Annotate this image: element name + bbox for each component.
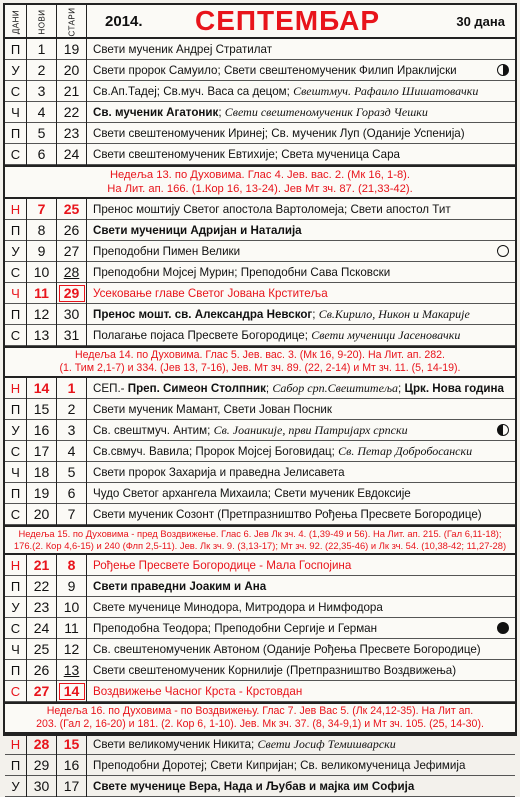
old-date: 21 bbox=[57, 81, 87, 102]
old-date: 17 bbox=[57, 776, 87, 797]
reading-line: 176.(2. Кор 4,6-15) и 240 (Флп 2,5-11). Јев. Лк зч. 9. (3,13-17); Мт зч. 92. (22,35-46) и Лк зч. 54. (10,38-42; 11,27-28) bbox=[13, 540, 507, 551]
weekday-letter: Н bbox=[5, 199, 27, 220]
calendar-body bbox=[5, 39, 515, 797]
new-date: 4 bbox=[27, 102, 57, 123]
new-date: 13 bbox=[27, 325, 57, 346]
new-date: 25 bbox=[27, 639, 57, 660]
feast-text bbox=[93, 483, 509, 504]
feast-segment: ; bbox=[218, 106, 225, 119]
feast-segment: Свети свештеномученик Иринеј; Св. мученик Луп (Оданије Успенија) bbox=[93, 127, 465, 140]
old-date: 1 bbox=[57, 378, 87, 399]
day-row[interactable] bbox=[5, 378, 515, 399]
day-row[interactable] bbox=[5, 639, 515, 660]
day-row[interactable] bbox=[5, 283, 515, 304]
feast-segment: Св. Петар Добробосански bbox=[338, 444, 473, 458]
weekday-letter: П bbox=[5, 123, 27, 144]
new-date: 29 bbox=[27, 755, 57, 776]
new-date: 5 bbox=[27, 123, 57, 144]
weekday-letter: У bbox=[5, 776, 27, 797]
reading-line: Недеља 15. по Духовима - пред Воздвижење. Глас 6. Јев Лк зч. 4. (1,39-49 и 56). На Лит. ап. 215. (Гал 6,11-18); bbox=[18, 528, 502, 539]
sunday-readings-note bbox=[5, 525, 515, 555]
feast-text bbox=[93, 81, 509, 102]
day-row[interactable] bbox=[5, 597, 515, 618]
old-date: 7 bbox=[57, 504, 87, 525]
feast-text bbox=[93, 755, 509, 776]
calendar-page bbox=[3, 3, 517, 794]
day-row[interactable] bbox=[5, 776, 515, 797]
new-date: 28 bbox=[27, 734, 57, 755]
old-date: 13 bbox=[57, 660, 87, 681]
new-date: 1 bbox=[27, 39, 57, 60]
feast-text bbox=[93, 776, 509, 797]
feast-text bbox=[93, 241, 509, 262]
new-date: 21 bbox=[27, 555, 57, 576]
old-date: 3 bbox=[57, 420, 87, 441]
feast-text bbox=[93, 399, 509, 420]
moon-phase-icon bbox=[497, 245, 509, 257]
day-row[interactable] bbox=[5, 441, 515, 462]
feast-segment: Св. свештмуч. Антим; bbox=[93, 424, 214, 437]
feast-segment: Преподобни Мојсеј Мурин; Преподобни Сава Псковски bbox=[93, 266, 391, 279]
old-date: 24 bbox=[57, 144, 87, 165]
weekday-letter: Ч bbox=[5, 462, 27, 483]
feast-segment: Св. мученик Агатоник bbox=[93, 106, 219, 119]
feast-text bbox=[93, 681, 509, 702]
week-block bbox=[5, 199, 515, 378]
feast-text bbox=[93, 325, 509, 346]
old-date: 11 bbox=[57, 618, 87, 639]
feast-segment: Свете мученице Минодора, Митродора и Нимфодора bbox=[93, 601, 383, 614]
old-date: 5 bbox=[57, 462, 87, 483]
old-date: 12 bbox=[57, 639, 87, 660]
new-date: 15 bbox=[27, 399, 57, 420]
weekday-letter: Ч bbox=[5, 283, 27, 304]
feast-text bbox=[93, 441, 509, 462]
day-row[interactable] bbox=[5, 39, 515, 60]
weekday-letter: У bbox=[5, 241, 27, 262]
feast-segment: Свети пророк Самуило; Свети свештеномученик Филип Ираклијски bbox=[93, 64, 457, 77]
day-row[interactable] bbox=[5, 325, 515, 346]
reading-line: (1. Тим 2,1-7) и 334. (Јев 13, 7-16), Јев. Мт зч. 89. (22, 2-14) и Мт зч. 11. (5, 14-19). bbox=[59, 362, 461, 374]
feast-text bbox=[93, 639, 509, 660]
feast-segment: Свети пророк Захарија и праведна Јелисавета bbox=[93, 466, 345, 479]
new-date: 12 bbox=[27, 304, 57, 325]
old-date: 31 bbox=[57, 325, 87, 346]
weekday-letter: У bbox=[5, 60, 27, 81]
col-header-new bbox=[27, 5, 57, 39]
weekday-letter: П bbox=[5, 660, 27, 681]
new-date: 7 bbox=[27, 199, 57, 220]
old-date: 14 bbox=[57, 681, 87, 702]
feast-segment: Усековање главе Светог Јована Крститеља bbox=[93, 287, 328, 300]
feast-text bbox=[93, 597, 509, 618]
weekday-letter: С bbox=[5, 144, 27, 165]
weekday-letter: Ч bbox=[5, 102, 27, 123]
new-date: 22 bbox=[27, 576, 57, 597]
new-date: 3 bbox=[27, 81, 57, 102]
col-header-old-label: СТАРИ bbox=[67, 7, 76, 37]
new-date: 9 bbox=[27, 241, 57, 262]
day-row[interactable] bbox=[5, 504, 515, 525]
old-date: 27 bbox=[57, 241, 87, 262]
sunday-readings-note bbox=[5, 702, 515, 734]
feast-text bbox=[93, 220, 509, 241]
feast-segment: Свети мученик Андреј Стратилат bbox=[93, 43, 273, 56]
feast-text bbox=[93, 123, 509, 144]
feast-segment: Св.свмуч. Вавила; Пророк Мојсеј Боговидац; bbox=[93, 445, 339, 458]
feast-segment: Свештмуч. Рафаило Шишатовачки bbox=[293, 84, 479, 98]
calendar-header bbox=[5, 5, 515, 39]
week-block bbox=[5, 555, 515, 734]
day-row[interactable] bbox=[5, 755, 515, 776]
feast-segment: Преподобни Пимен Велики bbox=[93, 245, 241, 258]
weekday-letter: П bbox=[5, 399, 27, 420]
weekday-letter: Н bbox=[5, 378, 27, 399]
weekday-letter: П bbox=[5, 755, 27, 776]
feast-segment: Свети мученик Созонт (Претпразништво Рођења Пресвете Богородице) bbox=[93, 508, 482, 521]
weekday-letter: Н bbox=[5, 555, 27, 576]
day-row[interactable] bbox=[5, 241, 515, 262]
weekday-letter: У bbox=[5, 597, 27, 618]
reading-line: На Лит. ап. 166. (1.Кор 16, 13-24). Јев Мт зч. 87. (21,33-42). bbox=[107, 183, 413, 195]
feast-segment: Рођење Пресвете Богородице - Мала Госпојина bbox=[93, 559, 352, 572]
day-row[interactable] bbox=[5, 399, 515, 420]
new-date: 17 bbox=[27, 441, 57, 462]
day-row[interactable] bbox=[5, 199, 515, 220]
new-date: 20 bbox=[27, 504, 57, 525]
feast-text bbox=[93, 199, 509, 220]
feast-segment: Чудо Светог архангела Михаила; Свети мученик Евдоксије bbox=[93, 487, 411, 500]
feast-text bbox=[93, 102, 509, 123]
old-date: 8 bbox=[57, 555, 87, 576]
old-date: 26 bbox=[57, 220, 87, 241]
old-date: 9 bbox=[57, 576, 87, 597]
new-date: 10 bbox=[27, 262, 57, 283]
day-row[interactable] bbox=[5, 60, 515, 81]
weekday-letter: У bbox=[5, 420, 27, 441]
old-date: 10 bbox=[57, 597, 87, 618]
day-row[interactable] bbox=[5, 576, 515, 597]
feast-segment: Свети праведни Јоаким и Ана bbox=[93, 580, 267, 593]
old-date: 22 bbox=[57, 102, 87, 123]
feast-text bbox=[93, 304, 509, 325]
feast-text bbox=[93, 262, 509, 283]
month-title: СЕПТЕМБАР bbox=[195, 5, 381, 36]
day-row[interactable] bbox=[5, 555, 515, 576]
feast-text bbox=[93, 144, 509, 165]
week-block bbox=[5, 39, 515, 199]
week-block bbox=[5, 734, 515, 797]
old-date: 20 bbox=[57, 60, 87, 81]
feast-text bbox=[93, 420, 509, 441]
weekday-letter: Ч bbox=[5, 639, 27, 660]
day-row[interactable] bbox=[5, 483, 515, 504]
old-date: 19 bbox=[57, 39, 87, 60]
old-date: 2 bbox=[57, 399, 87, 420]
weekday-letter: П bbox=[5, 220, 27, 241]
old-date: 6 bbox=[57, 483, 87, 504]
feast-text bbox=[93, 504, 509, 525]
days-count: 30 дана bbox=[456, 14, 505, 29]
feast-segment: Св. свештеномученик Автоном (Оданије Рођења Пресвете Богородице) bbox=[93, 643, 481, 656]
feast-segment: Свети мученици Јасеновачки bbox=[311, 328, 461, 342]
feast-text bbox=[93, 60, 509, 81]
day-row[interactable] bbox=[5, 734, 515, 755]
day-row[interactable] bbox=[5, 144, 515, 165]
moon-phase-icon bbox=[497, 424, 509, 436]
week-block bbox=[5, 378, 515, 555]
new-date: 26 bbox=[27, 660, 57, 681]
feast-text bbox=[93, 618, 509, 639]
feast-segment: СЕП.- bbox=[93, 382, 128, 395]
feast-segment: Св. Јоаникије, први Патријарх српски bbox=[213, 423, 408, 437]
day-row[interactable] bbox=[5, 660, 515, 681]
reading-line: Недеља 13. по Духовима. Глас 4. Јев. вас. 2. (Мк 16, 1-8). bbox=[109, 169, 411, 181]
day-row[interactable] bbox=[5, 102, 515, 123]
new-date: 19 bbox=[27, 483, 57, 504]
day-row[interactable] bbox=[5, 462, 515, 483]
old-date: 25 bbox=[57, 199, 87, 220]
weekday-letter: П bbox=[5, 39, 27, 60]
weekday-letter: С bbox=[5, 618, 27, 639]
new-date: 14 bbox=[27, 378, 57, 399]
feast-segment: Свети мученици Адријан и Наталија bbox=[93, 224, 302, 237]
feast-segment: Свети свештеномученик Евтихије; Света мученица Сара bbox=[93, 148, 400, 161]
feast-segment: Свети свештеномученик Корнилије (Претпразништво Воздвижења) bbox=[93, 664, 457, 677]
new-date: 27 bbox=[27, 681, 57, 702]
day-row[interactable] bbox=[5, 123, 515, 144]
weekday-letter: С bbox=[5, 441, 27, 462]
col-header-new-label: НОВИ bbox=[37, 9, 46, 35]
old-date: 28 bbox=[57, 262, 87, 283]
new-date: 11 bbox=[27, 283, 57, 304]
reading-line: 203. (Гал 2, 16-20) и 181. (2. Кор 6, 1-10). Јев. Мк зч. 37. (8, 34-9,1) и Мт зч. 105. (25, 14-30). bbox=[36, 718, 484, 730]
old-date: 23 bbox=[57, 123, 87, 144]
day-row[interactable] bbox=[5, 618, 515, 639]
feast-text bbox=[93, 378, 509, 399]
feast-segment: Полагање појаса Пресвете Богородице; bbox=[93, 329, 312, 342]
feast-segment: ; bbox=[398, 382, 405, 395]
feast-segment: Свети Јосиф Темишварски bbox=[257, 737, 396, 751]
day-row[interactable] bbox=[5, 304, 515, 325]
feast-segment: Пренос мошт. св. Александра Невског bbox=[93, 308, 313, 321]
feast-segment: Преподобна Теодора; Преподобни Сергије и Герман bbox=[93, 622, 378, 635]
new-date: 16 bbox=[27, 420, 57, 441]
feast-segment: ; bbox=[312, 308, 319, 321]
day-row[interactable] bbox=[5, 681, 515, 702]
new-date: 8 bbox=[27, 220, 57, 241]
feast-segment: Св.Ап.Тадеј; Св.муч. Васа са децом; bbox=[93, 85, 294, 98]
old-date: 15 bbox=[57, 734, 87, 755]
feast-segment: Свети свештеномученик Горазд Чешки bbox=[224, 105, 428, 119]
weekday-letter: П bbox=[5, 483, 27, 504]
feast-segment: Сабор срп.Свештитеља bbox=[272, 381, 399, 395]
weekday-letter: П bbox=[5, 304, 27, 325]
new-date: 24 bbox=[27, 618, 57, 639]
sunday-readings-note bbox=[5, 165, 515, 199]
reading-line: Недеља 14. по Духовима. Глас 5. Јев. вас. 3. (Мк 16, 9-20). На Лит. ап. 282. bbox=[74, 349, 445, 361]
feast-text bbox=[93, 283, 509, 304]
day-row[interactable] bbox=[5, 220, 515, 241]
feast-segment: Свете мученице Вера, Нада и Љубав и мајка им Софија bbox=[93, 780, 415, 793]
feast-text bbox=[93, 660, 509, 681]
col-header-days bbox=[5, 5, 27, 39]
feast-segment: Воздвижење Часног Крста - Крстовдан bbox=[93, 685, 303, 698]
feast-text bbox=[93, 462, 509, 483]
feast-text bbox=[93, 39, 509, 60]
reading-line: Недеља 16. по Духовима - по Воздвижењу. Глас 7. Јев Вас 5. (Лк 24,12-35). На Лит ап. bbox=[46, 705, 474, 717]
feast-segment: Црк. Нова година bbox=[404, 382, 504, 395]
old-date: 30 bbox=[57, 304, 87, 325]
new-date: 30 bbox=[27, 776, 57, 797]
weekday-letter: С bbox=[5, 504, 27, 525]
moon-phase-icon bbox=[497, 622, 509, 634]
feast-segment: Свети мученик Мамант, Свети Јован Посник bbox=[93, 403, 332, 416]
col-header-old bbox=[57, 5, 87, 39]
moon-phase-icon bbox=[497, 64, 509, 76]
weekday-letter: С bbox=[5, 681, 27, 702]
year-label: 2014. bbox=[105, 13, 143, 30]
weekday-letter: Н bbox=[5, 734, 27, 755]
old-date: 16 bbox=[57, 755, 87, 776]
old-date: 29 bbox=[57, 283, 87, 304]
new-date: 18 bbox=[27, 462, 57, 483]
weekday-letter: П bbox=[5, 576, 27, 597]
day-row[interactable] bbox=[5, 420, 515, 441]
day-row[interactable] bbox=[5, 81, 515, 102]
feast-segment: Св.Кирило, Никон и Макарије bbox=[318, 307, 470, 321]
feast-segment: Свети великомученик Никита; bbox=[93, 738, 258, 751]
weekday-letter: С bbox=[5, 262, 27, 283]
feast-segment: ; bbox=[265, 382, 273, 395]
new-date: 6 bbox=[27, 144, 57, 165]
feast-segment: Пренос моштију Светог апостола Вартоломеја; Свети апостол Тит bbox=[93, 203, 451, 216]
feast-text bbox=[93, 576, 509, 597]
new-date: 23 bbox=[27, 597, 57, 618]
weekday-letter: С bbox=[5, 325, 27, 346]
weekday-letter: С bbox=[5, 81, 27, 102]
feast-segment: Преподобни Доротеј; Свети Кипријан; Св. великомученица Јефимија bbox=[93, 759, 466, 772]
feast-text bbox=[93, 555, 509, 576]
sunday-readings-note bbox=[5, 346, 515, 378]
day-row[interactable] bbox=[5, 262, 515, 283]
feast-text bbox=[93, 734, 509, 755]
old-date: 4 bbox=[57, 441, 87, 462]
new-date: 2 bbox=[27, 60, 57, 81]
feast-segment: Преп. Симеон Столпник bbox=[127, 382, 266, 395]
col-header-days-label: ДАНИ bbox=[11, 9, 20, 35]
